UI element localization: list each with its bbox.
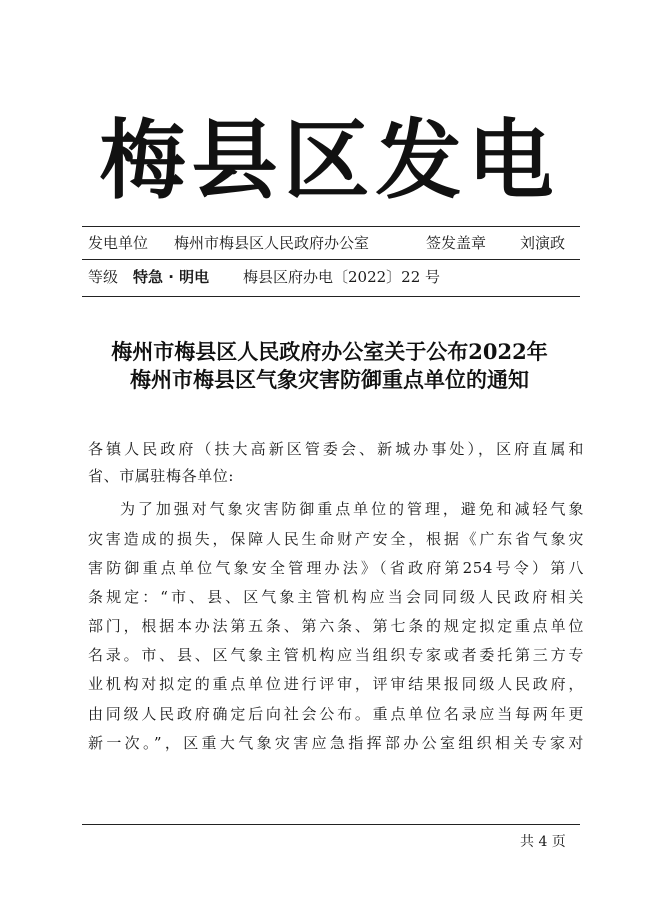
grade-label: 等级 — [88, 268, 119, 286]
header-middle-rule — [82, 259, 580, 260]
salutation-line: 各镇人民政府（扶大高新区管委会、新城办事处），区府直属和 — [88, 440, 584, 458]
grade-row — [88, 267, 578, 287]
issuer-value: 梅州市梅县区人民政府办公室 — [174, 234, 370, 252]
document-title-line: 梅州市梅县区人民政府办公室关于公布2022年 — [111, 339, 548, 364]
issuer-row — [88, 233, 578, 253]
paragraph-line: 部门，根据本办法第五条、第六条、第七条的规定拟定重点单位 — [88, 617, 584, 635]
header-bottom-rule — [82, 296, 580, 297]
header-top-rule — [82, 226, 580, 227]
salutation-line: 省、市属驻梅各单位: — [88, 467, 235, 485]
page-total: 共 4 页 — [520, 834, 566, 850]
signer-value: 刘演政 — [520, 234, 566, 252]
paragraph-line: 由同级人民政府确定后向社会公布。重点单位名录应当每两年更 — [88, 705, 584, 723]
paragraph-line: 灾害造成的损失，保障人民生命财产安全，根据《广东省气象灾 — [88, 530, 584, 548]
document-title-line: 梅州市梅县区气象灾害防御重点单位的通知 — [130, 367, 529, 392]
signer-label: 签发盖章 — [426, 234, 487, 252]
paragraph-line: 为了加强对气象灾害防御重点单位的管理，避免和减轻气象 — [120, 500, 584, 518]
grade-value: 特急 · 明电 — [133, 268, 210, 286]
paragraph-line: 害防御重点单位气象安全管理办法》（省政府第254号令）第八 — [88, 559, 584, 577]
issuer-label: 发电单位 — [88, 234, 149, 252]
paragraph-line: 条规定：“市、县、区气象主管机构应当会同同级人民政府相关 — [88, 588, 584, 606]
footer-rule — [82, 824, 580, 825]
paragraph-line: 名录。市、县、区气象主管机构应当组织专家或者委托第三方专 — [88, 646, 584, 664]
masthead-title: 梅县区发电 — [99, 110, 560, 211]
doc-number: 梅县区府办电〔2022〕22 号 — [243, 268, 441, 286]
paragraph-line: 业机构对拟定的重点单位进行评审，评审结果报同级人民政府， — [88, 675, 584, 693]
paragraph-line: 新一次。”，区重大气象灾害应急指挥部办公室组织相关专家对 — [88, 734, 584, 752]
